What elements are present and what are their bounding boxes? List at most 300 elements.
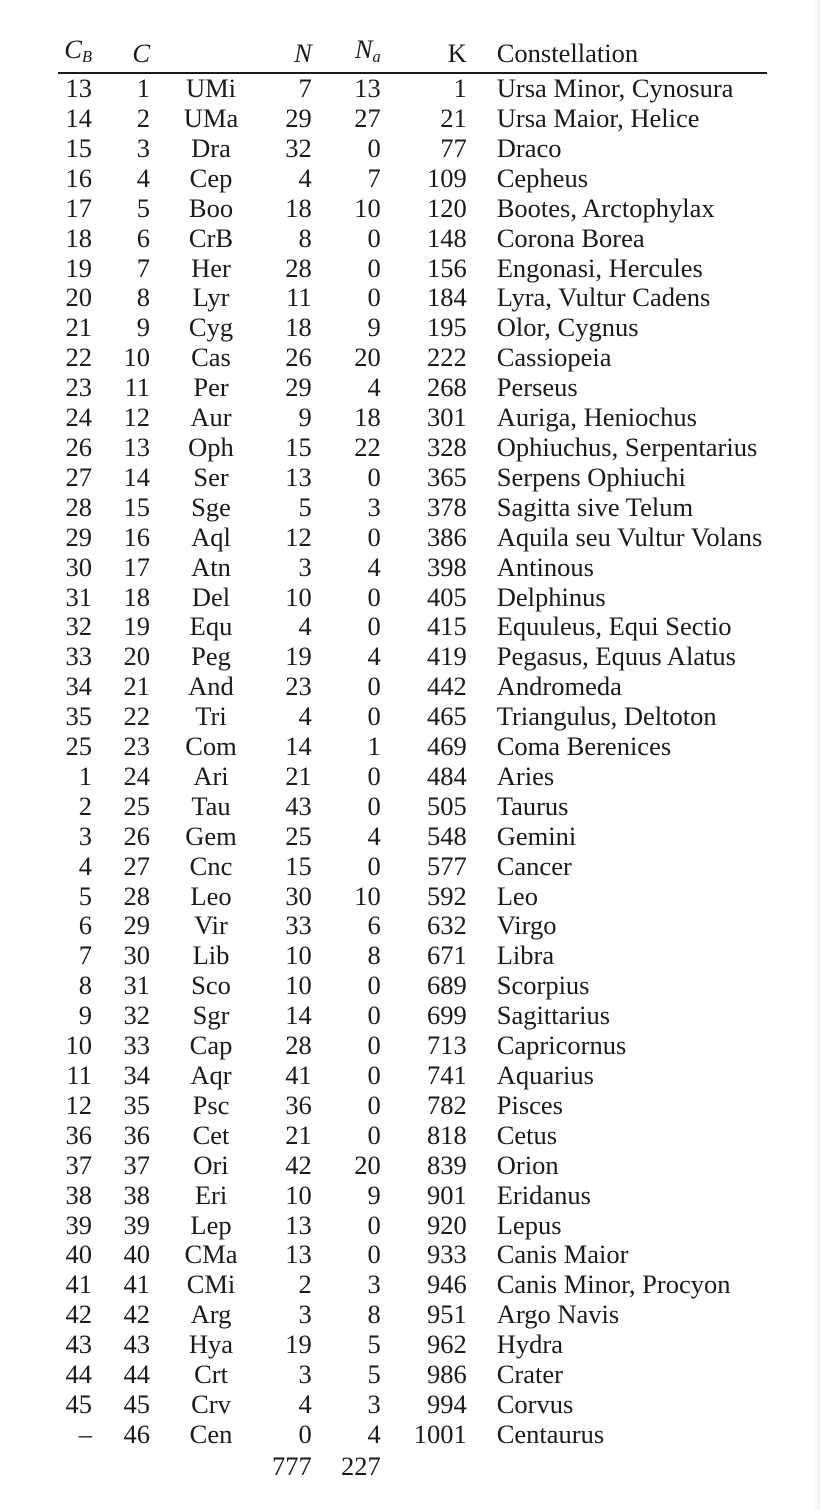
- cell-n: 7: [298, 73, 312, 104]
- cell-cb: 33: [65, 641, 92, 672]
- cell-constellation: Virgo: [496, 910, 557, 941]
- cell-c: 25: [123, 790, 150, 821]
- cell-k: 378: [427, 491, 467, 522]
- cell-c: 1: [136, 73, 150, 104]
- cell-na: 4: [367, 641, 381, 672]
- cell-na: 10: [354, 192, 381, 223]
- cell-na: 0: [367, 282, 381, 313]
- cell-c: 27: [123, 850, 150, 881]
- cell-abbreviation: CMa: [184, 1239, 238, 1270]
- cell-n: 3: [298, 551, 312, 582]
- table-row: [58, 1091, 767, 1121]
- cell-k: 77: [440, 132, 467, 163]
- cell-abbreviation: Her: [191, 252, 231, 283]
- cell-n: 3: [298, 1299, 312, 1330]
- cell-k: 689: [427, 970, 467, 1001]
- cell-na: 0: [367, 611, 381, 642]
- cell-abbreviation: Aql: [191, 521, 231, 552]
- cell-abbreviation: Ser: [193, 461, 229, 492]
- cell-na: 0: [367, 701, 381, 732]
- cell-cb: 15: [65, 132, 92, 163]
- cell-constellation: Engonasi, Hercules: [496, 252, 703, 283]
- cell-n: 15: [285, 850, 312, 881]
- cell-c: 33: [123, 1030, 150, 1061]
- cell-cb: 21: [65, 312, 92, 343]
- cell-k: 671: [427, 940, 467, 971]
- table-row: [58, 792, 767, 822]
- table-row: [58, 373, 767, 403]
- cell-cb: 28: [65, 491, 92, 522]
- table-row: [58, 612, 767, 642]
- cell-c: 19: [123, 611, 150, 642]
- cell-k: 415: [427, 611, 467, 642]
- cell-constellation: Leo: [496, 880, 538, 911]
- header-na: $N_a$: [312, 34, 381, 73]
- cell-na: 0: [367, 1209, 381, 1240]
- cell-constellation: Aries: [496, 760, 555, 791]
- table-row: [58, 882, 767, 912]
- cell-na: 13: [354, 73, 381, 104]
- cell-constellation: Ophiuchus, Serpentarius: [496, 431, 758, 462]
- cell-n: 21: [285, 1119, 312, 1150]
- totals-row: [58, 1450, 767, 1482]
- totals-spacer: [92, 1450, 150, 1482]
- cell-abbreviation: Cnc: [189, 850, 233, 881]
- cell-constellation: Hydra: [496, 1329, 563, 1360]
- cell-cb: 14: [65, 103, 92, 133]
- cell-constellation: Lyra, Vultur Cadens: [496, 282, 711, 313]
- cell-cb: 20: [65, 282, 92, 313]
- cell-constellation: Coma Berenices: [496, 731, 672, 762]
- cell-constellation: Triangulus, Deltoton: [496, 701, 717, 732]
- cell-constellation: Aquarius: [496, 1060, 594, 1090]
- table-row: [58, 463, 767, 493]
- header-n: N: [272, 34, 312, 73]
- cell-cb: 18: [65, 222, 92, 253]
- cell-abbreviation: Peg: [191, 641, 231, 672]
- cell-c: 24: [123, 760, 150, 791]
- cell-na: 8: [367, 1299, 381, 1330]
- table-row: [58, 1300, 767, 1330]
- cell-n: 15: [285, 431, 312, 462]
- cell-c: 11: [124, 372, 150, 403]
- cell-k: 839: [427, 1149, 467, 1180]
- cell-abbreviation: Oph: [188, 431, 234, 462]
- cell-cb: 31: [65, 581, 92, 612]
- cell-c: 40: [123, 1239, 150, 1270]
- cell-constellation: Canis Maior: [496, 1239, 629, 1270]
- table-row: [58, 343, 767, 373]
- cell-k: 920: [427, 1209, 467, 1240]
- cell-c: 35: [123, 1089, 150, 1120]
- cell-n: 4: [298, 611, 312, 642]
- cell-n: 4: [298, 701, 312, 732]
- table-row: [58, 1061, 767, 1091]
- cell-constellation: Cassiopeia: [496, 342, 612, 373]
- table-row: [58, 1390, 767, 1420]
- cell-c: 10: [123, 342, 150, 373]
- cell-n: 32: [285, 132, 312, 163]
- cell-na: 20: [354, 342, 381, 373]
- table-row: [58, 971, 767, 1001]
- cell-na: 3: [367, 1388, 381, 1419]
- cell-c: 41: [123, 1269, 150, 1300]
- table-row: [58, 762, 767, 792]
- cell-c: 9: [136, 312, 150, 343]
- cell-n: 10: [285, 970, 312, 1001]
- cell-c: 4: [136, 162, 150, 193]
- cell-c: 36: [123, 1119, 150, 1150]
- cell-c: 12: [123, 402, 150, 433]
- cell-c: 31: [123, 970, 150, 1001]
- header-abbreviation: [150, 34, 272, 73]
- cell-na: 0: [367, 790, 381, 821]
- cell-cb: 6: [78, 910, 92, 941]
- cell-c: 21: [123, 671, 150, 702]
- cell-abbreviation: Vir: [194, 910, 228, 941]
- cell-k: 713: [427, 1030, 467, 1061]
- cell-cb: 1: [78, 760, 92, 791]
- cell-cb: 17: [65, 192, 92, 223]
- cell-c: 23: [123, 731, 150, 762]
- table-row: [58, 313, 767, 343]
- cell-na: 0: [367, 1239, 381, 1270]
- cell-na: 0: [367, 1089, 381, 1120]
- cell-k: 184: [427, 282, 467, 313]
- cell-na: 7: [367, 162, 381, 193]
- cell-n: 13: [285, 1209, 312, 1240]
- cell-constellation: Bootes, Arctophylax: [496, 192, 715, 223]
- cell-n: 26: [285, 342, 312, 373]
- cell-cb: 45: [65, 1388, 92, 1419]
- cell-abbreviation: CrB: [188, 222, 234, 253]
- cell-constellation: Canis Minor, Procyon: [496, 1269, 731, 1300]
- cell-abbreviation: Equ: [189, 611, 233, 642]
- cell-k: 195: [427, 312, 467, 343]
- cell-k: 632: [427, 910, 467, 941]
- cell-na: 22: [354, 431, 381, 462]
- cell-na: 0: [367, 760, 381, 791]
- cell-k: 782: [427, 1089, 467, 1120]
- table-row: [58, 254, 767, 284]
- cell-n: 12: [285, 521, 312, 552]
- header-cb: $C_B$: [58, 34, 92, 73]
- cell-k: 986: [427, 1359, 467, 1390]
- cell-n: 36: [285, 1089, 312, 1120]
- table-row: [58, 73, 767, 104]
- cell-na: 4: [367, 372, 381, 403]
- cell-na: 5: [367, 1359, 381, 1390]
- cell-abbreviation: Crv: [191, 1388, 231, 1419]
- table-row: [58, 642, 767, 672]
- cell-k: 592: [427, 880, 467, 911]
- cell-cb: 12: [65, 1089, 92, 1120]
- table-row: [58, 134, 767, 164]
- cell-n: 30: [285, 880, 312, 911]
- cell-cb: 23: [65, 372, 92, 403]
- table-header-row: [58, 34, 767, 73]
- cell-cb: 40: [65, 1239, 92, 1270]
- cell-c: 15: [123, 491, 150, 522]
- table-row: [58, 1240, 767, 1270]
- cell-c: 44: [123, 1359, 150, 1390]
- cell-abbreviation: Ori: [193, 1149, 229, 1180]
- cell-abbreviation: Eri: [194, 1179, 228, 1210]
- cell-abbreviation: Arg: [190, 1299, 232, 1330]
- cell-k: 405: [427, 581, 467, 612]
- cell-na: 9: [367, 1179, 381, 1210]
- cell-k: 577: [427, 850, 467, 881]
- cell-abbreviation: Sge: [191, 491, 231, 522]
- cell-c: 14: [123, 461, 150, 492]
- cell-n: 5: [298, 491, 312, 522]
- cell-n: 33: [285, 910, 312, 941]
- table-row: [58, 822, 767, 852]
- cell-na: 0: [367, 521, 381, 552]
- cell-constellation: Corvus: [496, 1388, 574, 1419]
- constellation-table: [58, 34, 767, 1482]
- table-row: [58, 583, 767, 613]
- cell-c: 34: [123, 1060, 150, 1090]
- cell-k: 268: [427, 372, 467, 403]
- cell-cb: 42: [65, 1299, 92, 1330]
- cell-c: 2: [136, 103, 150, 133]
- cell-na: 0: [367, 132, 381, 163]
- cell-abbreviation: Gem: [185, 820, 237, 851]
- cell-abbreviation: Crt: [194, 1359, 228, 1390]
- cell-na: 3: [367, 1269, 381, 1300]
- cell-n: 13: [285, 1239, 312, 1270]
- cell-cb: 4: [78, 850, 92, 881]
- cell-constellation: Lepus: [496, 1209, 562, 1240]
- cell-abbreviation: Tri: [195, 701, 227, 732]
- cell-n: 14: [285, 1000, 312, 1031]
- cell-abbreviation: CMi: [186, 1269, 236, 1300]
- cell-k: 301: [427, 402, 467, 433]
- cell-n: 41: [285, 1060, 312, 1090]
- cell-abbreviation: Del: [191, 581, 231, 612]
- cell-constellation: Pegasus, Equus Alatus: [496, 641, 736, 672]
- cell-abbreviation: Cas: [191, 342, 231, 373]
- table-row: [58, 523, 767, 553]
- table-row: [58, 941, 767, 971]
- cell-c: 45: [123, 1388, 150, 1419]
- cell-cb: 44: [65, 1359, 92, 1390]
- cell-c: 30: [123, 940, 150, 971]
- cell-k: 419: [427, 641, 467, 672]
- table-row: [58, 283, 767, 313]
- cell-cb: 16: [65, 162, 92, 193]
- cell-k: 109: [427, 162, 467, 193]
- cell-abbreviation: Aqr: [190, 1060, 232, 1090]
- cell-na: 0: [367, 252, 381, 283]
- cell-cb: 25: [65, 731, 92, 762]
- cell-k: 21: [440, 103, 467, 133]
- cell-n: 8: [298, 222, 312, 253]
- cell-constellation: Argo Navis: [496, 1299, 620, 1330]
- cell-n: 2: [298, 1269, 312, 1300]
- cell-cb: 38: [65, 1179, 92, 1210]
- cell-constellation: Eridanus: [496, 1179, 591, 1210]
- cell-cb: 37: [65, 1149, 92, 1180]
- cell-c: 5: [136, 192, 150, 223]
- cell-c: 20: [123, 641, 150, 672]
- cell-cb: –: [78, 1418, 92, 1449]
- cell-constellation: Serpens Ophiuchi: [496, 461, 686, 492]
- cell-k: 741: [427, 1060, 467, 1090]
- cell-n: 3: [298, 1359, 312, 1390]
- cell-abbreviation: UMi: [185, 73, 237, 104]
- cell-c: 46: [123, 1418, 150, 1449]
- cell-k: 398: [427, 551, 467, 582]
- cell-k: 901: [427, 1179, 467, 1210]
- cell-cb: 30: [65, 551, 92, 582]
- cell-cb: 43: [65, 1329, 92, 1360]
- cell-na: 5: [367, 1329, 381, 1360]
- cell-abbreviation: Com: [185, 731, 237, 762]
- cell-cb: 36: [65, 1119, 92, 1150]
- cell-constellation: Taurus: [496, 790, 569, 821]
- totals-spacer: [467, 1450, 767, 1482]
- cell-cb: 24: [65, 402, 92, 433]
- cell-constellation: Capricornus: [496, 1030, 627, 1061]
- cell-n: 14: [285, 731, 312, 762]
- cell-na: 4: [367, 1418, 381, 1449]
- cell-n: 29: [285, 372, 312, 403]
- cell-constellation: Aquila seu Vultur Volans: [496, 521, 763, 552]
- cell-n: 9: [298, 402, 312, 433]
- table-row: [58, 1151, 767, 1181]
- table-row: [58, 1181, 767, 1211]
- table-row: [58, 1031, 767, 1061]
- cell-cb: 19: [65, 252, 92, 283]
- cell-n: 10: [285, 1179, 312, 1210]
- cell-n: 4: [298, 162, 312, 193]
- cell-n: 18: [285, 192, 312, 223]
- cell-c: 29: [123, 910, 150, 941]
- cell-abbreviation: Atn: [191, 551, 231, 582]
- total-n: 777: [272, 1450, 312, 1481]
- cell-constellation: Andromeda: [496, 671, 622, 702]
- cell-abbreviation: Sgr: [192, 1000, 230, 1031]
- cell-k: 505: [427, 790, 467, 821]
- cell-constellation: Sagittarius: [496, 1000, 611, 1031]
- cell-cb: 5: [78, 880, 92, 911]
- cell-na: 18: [354, 402, 381, 433]
- table-row: [58, 1270, 767, 1300]
- table-row: [58, 553, 767, 583]
- cell-abbreviation: Ari: [193, 760, 229, 791]
- cell-k: 699: [427, 1000, 467, 1031]
- cell-na: 4: [367, 551, 381, 582]
- cell-c: 39: [123, 1209, 150, 1240]
- cell-abbreviation: Cen: [189, 1418, 233, 1449]
- table-row: [58, 104, 767, 134]
- cell-constellation: Equuleus, Equi Sectio: [496, 611, 732, 642]
- cell-constellation: Perseus: [496, 372, 578, 403]
- table-row: [58, 852, 767, 882]
- cell-na: 20: [354, 1149, 381, 1180]
- cell-constellation: Scorpius: [496, 970, 590, 1001]
- cell-constellation: Cepheus: [496, 162, 589, 193]
- cell-na: 0: [367, 671, 381, 702]
- cell-constellation: Pisces: [496, 1089, 563, 1120]
- cell-na: 0: [367, 222, 381, 253]
- cell-cb: 3: [78, 820, 92, 851]
- cell-cb: 22: [65, 342, 92, 373]
- totals-spacer: [58, 1450, 92, 1482]
- cell-cb: 32: [65, 611, 92, 642]
- table-row: [58, 403, 767, 433]
- page-edge-shadow: [814, 0, 820, 1510]
- cell-na: 27: [354, 103, 381, 133]
- cell-na: 0: [367, 461, 381, 492]
- cell-abbreviation: Lib: [192, 940, 230, 971]
- cell-constellation: Gemini: [496, 820, 577, 851]
- cell-na: 9: [367, 312, 381, 343]
- cell-constellation: Olor, Cygnus: [496, 312, 639, 343]
- cell-cb: 10: [65, 1030, 92, 1061]
- cell-abbreviation: Boo: [188, 192, 234, 223]
- cell-na: 4: [367, 820, 381, 851]
- cell-constellation: Sagitta sive Telum: [496, 491, 694, 522]
- cell-abbreviation: UMa: [183, 103, 239, 133]
- cell-abbreviation: Cet: [192, 1119, 230, 1150]
- cell-constellation: Corona Borea: [496, 222, 645, 253]
- cell-na: 1: [367, 731, 381, 762]
- cell-k: 120: [427, 192, 467, 223]
- cell-cb: 11: [66, 1060, 92, 1090]
- table-body: [58, 73, 767, 1450]
- cell-constellation: Ursa Minor, Cynosura: [496, 73, 734, 104]
- cell-k: 442: [427, 671, 467, 702]
- cell-abbreviation: Cyg: [188, 312, 234, 343]
- cell-constellation: Cancer: [496, 850, 572, 881]
- cell-cb: 2: [78, 790, 92, 821]
- cell-k: 951: [427, 1299, 467, 1330]
- cell-k: 548: [427, 820, 467, 851]
- cell-cb: 13: [65, 73, 92, 104]
- cell-c: 8: [136, 282, 150, 313]
- cell-c: 13: [123, 431, 150, 462]
- table-row: [58, 1121, 767, 1151]
- cell-c: 6: [136, 222, 150, 253]
- cell-abbreviation: Hya: [188, 1329, 234, 1360]
- cell-abbreviation: Cep: [189, 162, 233, 193]
- cell-k: 1: [453, 73, 467, 104]
- table-row: [58, 1360, 767, 1390]
- cell-cb: 9: [78, 1000, 92, 1031]
- cell-na: 0: [367, 850, 381, 881]
- header-k: K: [381, 34, 467, 73]
- cell-n: 43: [285, 790, 312, 821]
- cell-k: 148: [427, 222, 467, 253]
- cell-abbreviation: Lyr: [192, 282, 230, 313]
- cell-n: 13: [285, 461, 312, 492]
- total-na: 227: [341, 1450, 381, 1481]
- cell-na: 0: [367, 1030, 381, 1061]
- cell-cb: 41: [65, 1269, 92, 1300]
- header-constellation: Constellation: [467, 34, 767, 73]
- cell-n: 42: [285, 1149, 312, 1180]
- cell-na: 3: [367, 491, 381, 522]
- cell-k: 469: [427, 731, 467, 762]
- table-row: [58, 164, 767, 194]
- table-row: [58, 433, 767, 463]
- cell-abbreviation: Lep: [190, 1209, 232, 1240]
- cell-abbreviation: Tau: [191, 790, 231, 821]
- cell-n: 19: [285, 1329, 312, 1360]
